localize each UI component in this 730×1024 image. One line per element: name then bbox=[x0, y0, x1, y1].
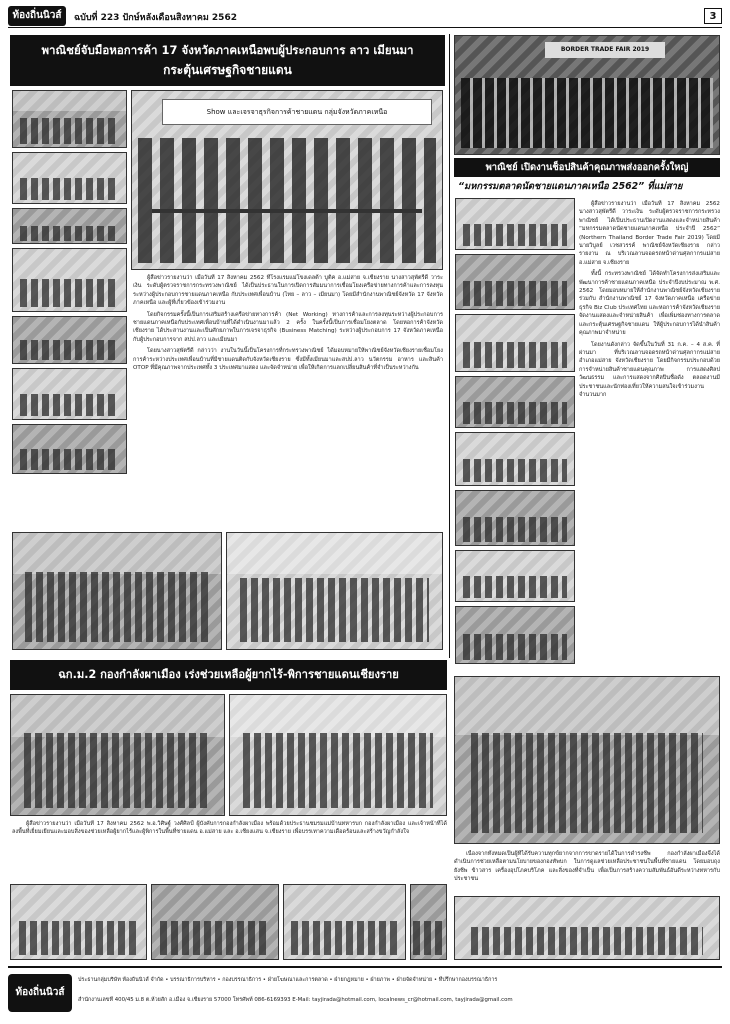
photo-fair-1 bbox=[455, 198, 575, 250]
article2-headline bbox=[454, 158, 720, 196]
article2-body bbox=[579, 200, 720, 670]
footer bbox=[8, 966, 722, 1018]
article2-paragraph-2: ทั้งนี้ กระทรวงพาณิชย์ ได้จัดทำโครงการส่งเสริมและพัฒนาการค้าชายแดนภาคเหนือ ประจำปีงบประมาณ พ.ศ. 2562 โดยมอบหมายให้สำนักงานพาณิชย์จังหวัดเชียงราย ร่วมกับ สำนักงานพาณิชย์ 17 จังหวัดภาคเหนือ เครือข่ายธุรกิจ Biz Club ประเทศไทย และหอการค้าจังหวัดเชียงราย จัดงานแสดงและจำหน่ายสินค้า เพื่อเพิ่มช่องทางการตลาดและกระตุ้นเศรษฐกิจชายแดน ให้ผู้ประกอบการได้นำสินค้าคุณภาพมาจำหน่าย bbox=[579, 271, 720, 337]
photo-soldiers-visit-2 bbox=[229, 694, 447, 816]
article2-paragraph-3: โดยงานดังกล่าว จัดขึ้นในวันที่ 31 ก.ค. – 4 ส.ค. ที่ผ่านมา ที่บริเวณลานจอดรถหน้าด่านศุลกากรแม่สาย อำเภอแม่สาย จังหวัดเชียงราย โดยมีกิจกรรมประกอบด้วย การจำหน่ายสินค้าชายแดนคุณภาพ การแสดงศิลปวัฒนธรรม และการแสดงจากศิลปินชื่อดัง ตลอดงานมีประชาชนและนักท่องเที่ยวให้ความสนใจเข้าร่วมงานจำนวนมาก bbox=[579, 341, 720, 398]
photo-soldiers-visit-4 bbox=[151, 884, 279, 960]
photo-booth-3 bbox=[12, 368, 127, 420]
photo-meeting-2 bbox=[12, 152, 127, 204]
footer-credits: ประธานกลุ่มบริษัท ท้องถิ่นนิวส์ จำกัด • บรรณาธิการบริหาร • กองบรรณาธิการ • ฝ่ายโฆษณาและการตลาด • ฝ่ายกฎหมาย • ฝ่ายภาพ • ฝ่ายจัดจำหน่าย • ที่ปรึกษากองบรรณาธิการ bbox=[78, 977, 498, 983]
article3-body-1 bbox=[12, 820, 447, 880]
photo-fair-7 bbox=[455, 550, 575, 602]
photo-booth-2 bbox=[12, 316, 127, 364]
photo-fair-6 bbox=[455, 490, 575, 546]
photo-guests-seated bbox=[12, 532, 222, 650]
photo-soldiers-visit-3 bbox=[10, 884, 147, 960]
article1-paragraph-3: โดยนางสาวสุพัตรีดี กล่าวว่า งานในวันนี้เป็นโครงการที่กระทรวงพาณิชย์ ได้มอบหมายให้พาณิชย์จังหวัดเชียงรายเชื่อมโยงการค้าระหว่างประเทศเพื่อนบ้านที่มีชายแดนติดกับจังหวัดเชียงราย ซึ่งมีทั้งเมียนมาและสปป.ลาว นวัตกรรม อาหาร และสินค้า OTOP ที่มีคุณภาพจากประเทศทั้ง 3 ประเทศมาแสดง และจัดจำหน่าย เพื่อให้เกิดการแลกเปลี่ยนสินค้าที่จำเป็นระหว่างกัน bbox=[133, 348, 443, 372]
photo-fair-4 bbox=[455, 376, 575, 428]
photo-ribbon-cutting bbox=[131, 90, 443, 270]
masthead-logo-text: ท้องถิ่นนิวส์ bbox=[12, 10, 62, 21]
page-number: 3 bbox=[704, 8, 722, 24]
masthead-logo bbox=[8, 6, 66, 26]
photo-fair-8 bbox=[455, 606, 575, 664]
photo-soldiers-visit-7 bbox=[454, 896, 720, 960]
footer-logo-text: ท้องถิ่นนิวส์ bbox=[15, 987, 65, 998]
photo-soldiers-visit-5 bbox=[283, 884, 406, 960]
article3-paragraph-2: เนื่องจากทั้งหมดเป็นผู้ที่ได้รับความทุกข์ยากจากการขาดรายได้ในการดำรงชีพ กองกำลังผาเมืองจึงได้ดำเนินการช่วยเหลือตามนโยบายของกองทัพบก ในการดูแลช่วยเหลือประชาชนในพื้นที่ชายแดน โดยมอบถุงยังชีพ ข้าวสาร เครื่องอุปโภคบริโภค และสิ่งของที่จำเป็น เพื่อเป็นการสร้างความสัมพันธ์อันดีระหว่างทหารกับประชาชน bbox=[454, 851, 720, 883]
article3-paragraph-1: ผู้สื่อข่าวรายงานว่า เมื่อวันที่ 17 สิงหาคม 2562 พ.อ.วิศิษฐ์ วงศ์ศิลป์ ผู้บังคับการกองกำลังผาเมือง พร้อมด้วยประธานชมรมแม่บ้านทหารบก กองกำลังผาเมือง และเจ้าหน้าที่ได้ลงพื้นที่เยี่ยมเยียนและมอบสิ่งของช่วยเหลือผู้ยากไร้และผู้พิการในพื้นที่ชายแดน อ.แม่สาย และ อ.เชียงแสน จ.เชียงราย เพื่อบรรเทาความเดือดร้อนและสร้างขวัญกำลังใจ bbox=[12, 821, 447, 836]
fair-banner-text: BORDER TRADE FAIR 2019 bbox=[560, 46, 650, 53]
article2-headline-line2: “มหกรรมตลาดนัดชายแดนภาคเหนือ 2562” ที่แม่สาย bbox=[458, 181, 683, 192]
article3-headline: ฉก.ม.2 กองกำลังผาเมือง เร่งช่วยเหลือผู้ยากไร้-พิการชายแดนเชียงราย bbox=[10, 660, 447, 690]
article1-headline bbox=[10, 35, 445, 86]
photo-fair-2 bbox=[455, 254, 575, 310]
event-banner bbox=[162, 99, 432, 125]
article1-paragraph-1: ผู้สื่อข่าวรายงานว่า เมื่อวันที่ 17 สิงหาคม 2562 ที่โรงแรมแม่โขงเดลต้า บูติค อ.แม่สาย จ.เชียงราย นางสาวสุพัตรีดี วาระเงิน ระดับผู้ตรวจราชการกระทรวงพาณิชย์ ได้เป็นประธานในการเปิดการสัมมนาการเชื่อมโยงเครือข่ายทางการค้าและการลงทุน ระหว่างผู้ประกอบการชายแดนภาคเหนือ กับประเทศเพื่อนบ้าน (ไทย – ลาว – เมียนมา) โดยมีสำนักงานพาณิชย์จังหวัด 17 จังหวัดภาคเหนือ และผู้ที่เกี่ยวข้องเข้าร่วมงาน bbox=[133, 275, 443, 307]
article1-headline-line2: กระตุ้นเศรษฐกิจชายแดน bbox=[163, 63, 292, 77]
photo-meeting-3 bbox=[12, 208, 127, 244]
photo-fair-3 bbox=[455, 314, 575, 372]
event-banner-text: Show และเจรจาธุรกิจการค้าชายแดน กลุ่มจังหวัดภาคเหนือ bbox=[206, 108, 388, 116]
photo-booth-4 bbox=[12, 424, 127, 474]
article2-paragraph-1: ผู้สื่อข่าวรายงานว่า เมื่อวันที่ 17 สิงหาคม 2562 นางสาวสุพัตรีดี วาระเงิน ระดับผู้ตรวจราชการกระทรวงพาณิชย์ ได้เป็นประธานเปิดงานแสดงและจำหน่ายสินค้า “มหกรรมตลาดนัดชายแดนภาคเหนือ ประจำปี 2562” (Northern Thailand Border Trade Fair 2019) โดยมีนายวิบูลย์ เวชสวรรค์ พาณิชย์จังหวัดเชียงราย กล่าวรายงาน ณ บริเวณลานจอดรถหน้าด่านศุลกากรแม่สาย อ.แม่สาย จ.เชียงราย bbox=[579, 201, 720, 266]
footer-logo bbox=[8, 974, 72, 1012]
photo-booth-1 bbox=[12, 248, 127, 312]
article2-headline-line1: พาณิชย์ เปิดงานช็อปสินค้าคุณภาพส่งออกครั้งใหญ่ bbox=[454, 158, 720, 177]
article1-headline-line1: พาณิชย์จับมือหอการค้า 17 จังหวัดภาคเหนือพบผู้ประกอบการ ลาว เมียนมา bbox=[41, 43, 414, 57]
fair-banner bbox=[545, 42, 665, 58]
article3-body-2 bbox=[454, 850, 720, 892]
photo-meeting-1 bbox=[12, 90, 127, 148]
issue-line: ฉบับที่ 223 ปักษ์หลังเดือนสิงหาคม 2562 bbox=[74, 13, 237, 23]
footer-address: สำนักงานเลขที่ 400/45 ม.8 ต.ห้วยสัก อ.เมือง จ.เชียงราย 57000 โทรศัพท์ 086-6169393 E-Mail: tayjirada@hotmail.com, localnews_cr@hotmail.com, tayjirada@gmail.com bbox=[78, 997, 513, 1003]
photo-soldiers-visit-6 bbox=[410, 884, 447, 960]
photo-trade-fair-opening bbox=[454, 35, 720, 155]
ribbon bbox=[152, 209, 422, 213]
masthead-rule bbox=[8, 27, 722, 28]
masthead bbox=[8, 6, 722, 28]
photo-soldiers-visit-1 bbox=[10, 694, 225, 816]
column-divider bbox=[449, 34, 450, 658]
article1-body bbox=[133, 274, 443, 530]
photo-fair-5 bbox=[455, 432, 575, 486]
photo-dancers bbox=[226, 532, 443, 650]
article1-paragraph-2: โดยกิจกรรมครั้งนี้เป็นการเสริมสร้างเครือข่ายทางการค้า (Net Working) ทางการค้าและการลงทุนระหว่างผู้ประกอบการชายแดนภาคเหนือกับประเทศเพื่อนบ้านที่ได้ดำเนินงานมาแล้ว 2 ครั้ง ในครั้งนี้เป็นการเชื่อมโยงตลาด โดยหอการค้าจังหวัดเชียงราย ได้ประสานงานและเป็นศักยภาพในการเจรจาธุรกิจ (Business Matching) ระหว่างผู้ประกอบการ 17 จังหวัดภาคเหนือ กับผู้ประกอบการจาก สปป.ลาว และเมียนมา bbox=[133, 311, 443, 343]
photo-audience bbox=[454, 676, 720, 844]
